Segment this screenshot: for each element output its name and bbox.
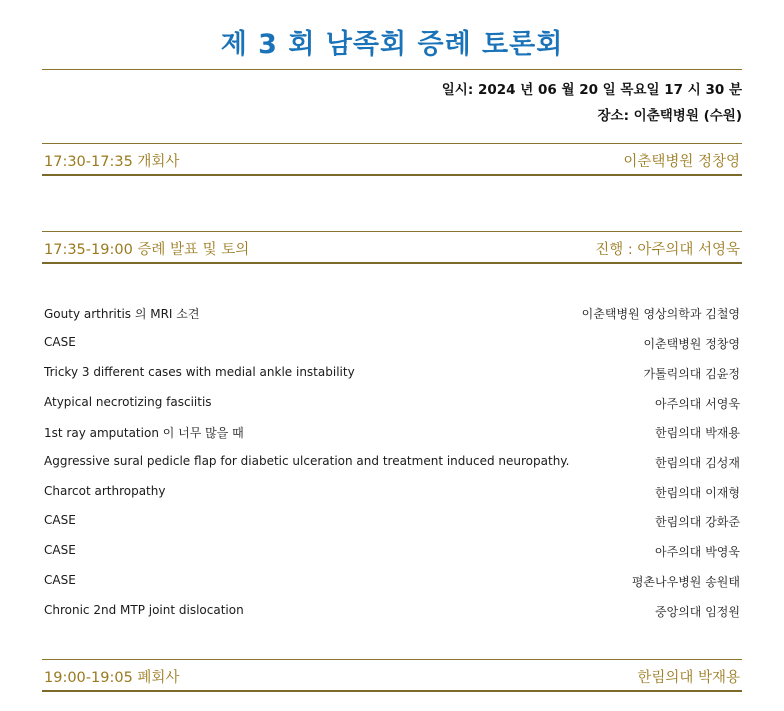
- section-divider-top: [42, 659, 742, 660]
- section-divider-top: [42, 231, 742, 232]
- talk-title: CASE: [44, 335, 76, 349]
- talk-speaker: 아주의대 서영욱: [655, 397, 740, 411]
- talk-speaker: 한림의대 김성재: [655, 456, 740, 470]
- talk-title: Gouty arthritis 의 MRI 소견: [44, 307, 200, 321]
- talk-row: [42, 454, 742, 472]
- event-datetime: 일시: 2024 년 06 월 20 일 목요일 17 시 30 분: [441, 82, 742, 98]
- section-opening: [42, 150, 742, 170]
- section-closing: [42, 666, 742, 686]
- talk-speaker: 아주의대 박영욱: [655, 545, 740, 559]
- talk-title: CASE: [44, 573, 76, 587]
- talk-speaker: 한림의대 강화준: [655, 515, 740, 529]
- talk-row: [42, 513, 742, 531]
- section-divider-bottom: [42, 174, 742, 176]
- talk-title: 1st ray amputation 이 너무 많을 때: [44, 426, 244, 440]
- talk-title: CASE: [44, 543, 76, 557]
- section-person: 한림의대 박재용: [637, 670, 740, 686]
- talk-title: Charcot arthropathy: [44, 484, 166, 498]
- talk-title: Chronic 2nd MTP joint dislocation: [44, 603, 244, 617]
- section-time-title: 17:35-19:00 증례 발표 및 토의: [44, 242, 250, 258]
- talk-row: [42, 395, 742, 413]
- talk-row: [42, 543, 742, 561]
- event-venue: 장소: 이춘택병원 (수원): [597, 108, 742, 124]
- talk-title: Aggressive sural pedicle flap for diabetic ulceration and treatment induced neuropathy.: [44, 454, 570, 468]
- talk-title: Atypical necrotizing fasciitis: [44, 395, 212, 409]
- section-divider-bottom: [42, 262, 742, 264]
- talk-row: [42, 365, 742, 383]
- section-case-presentation: [42, 238, 742, 258]
- talk-row: [42, 335, 742, 353]
- talk-title: Tricky 3 different cases with medial ankle instability: [44, 365, 355, 379]
- section-person: 진행 : 아주의대 서영욱: [595, 242, 740, 258]
- talk-speaker: 이춘택병원 영상의학과 김철영: [581, 307, 740, 321]
- talk-speaker: 한림의대 이재형: [655, 486, 740, 500]
- talk-speaker: 중앙의대 임정원: [655, 605, 740, 619]
- talk-title: CASE: [44, 513, 76, 527]
- talk-row: [42, 573, 742, 591]
- talk-row: [42, 424, 742, 442]
- section-time-title: 19:00-19:05 폐회사: [44, 670, 180, 686]
- talk-row: [42, 484, 742, 502]
- title-divider: [42, 69, 742, 70]
- page-title: 제 3 회 남족회 증례 토론회: [220, 29, 564, 60]
- talk-speaker: 이춘택병원 정창영: [643, 337, 740, 351]
- section-time-title: 17:30-17:35 개회사: [44, 154, 180, 170]
- talk-row: [42, 305, 742, 323]
- talk-speaker: 한림의대 박재용: [655, 426, 740, 440]
- section-person: 이춘택병원 정창영: [623, 154, 740, 170]
- talk-speaker: 평촌나우병원 송원태: [631, 575, 740, 589]
- talk-row: [42, 603, 742, 621]
- talk-speaker: 가톨릭의대 김윤정: [643, 367, 740, 381]
- section-divider-bottom: [42, 690, 742, 692]
- section-divider-top: [42, 143, 742, 144]
